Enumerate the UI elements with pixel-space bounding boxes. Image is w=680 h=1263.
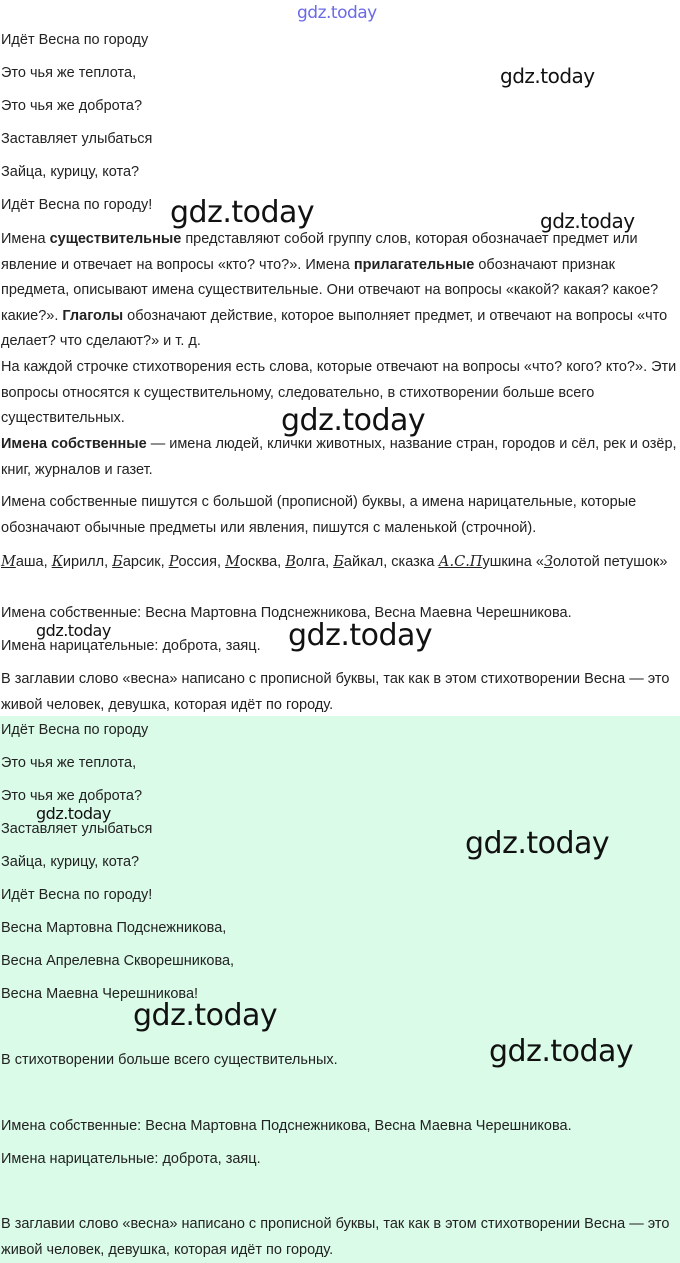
common-nouns-line: Имена нарицательные: доброта, заяц. [1, 638, 261, 654]
capital-letter: З [543, 554, 554, 570]
watermark: gdz.today [288, 618, 433, 653]
text: ушкина « [482, 554, 544, 570]
capital-letter: М [1, 554, 16, 570]
poem-line: Зайца, курицу, кота? [1, 164, 140, 180]
answer-conclusion: В стихотворении больше всего существительных. [1, 1052, 338, 1068]
watermark: gdz.today [281, 403, 426, 438]
poem-line: Идёт Весна по городу! [1, 197, 153, 213]
text: — имена людей, клички животных, название стран, городов и сёл, рек и озёр, книг, журналов и газет. [1, 436, 677, 478]
text: Имена [1, 231, 50, 247]
answer-poem-line: Идёт Весна по городу [1, 722, 149, 738]
text: осква, [239, 554, 286, 570]
answer-title-note: В заглавии слово «весна» написано с прописной буквы, так как в этом стихотворении Весна — это живой человек, девушка, которая идёт по городу. [1, 1216, 670, 1258]
capital-letter: Б [112, 554, 123, 570]
watermark: gdz.today [133, 998, 278, 1033]
answer-poem-line: Весна Апрелевна Скворешникова, [1, 953, 235, 969]
capital-letter: Б [333, 554, 344, 570]
watermark: gdz.today [465, 826, 610, 861]
text: айкал, сказка [343, 554, 439, 570]
answer-poem-line: Весна Мартовна Подснежникова, [1, 920, 227, 936]
header-watermark: gdz.today [297, 3, 377, 23]
proper-noun-examples [1, 550, 680, 576]
answer-poem-line: Это чья же доброта? [1, 788, 143, 804]
text: обозначают признак предмета, описывают имена существительные. Они отвечают на вопросы «какой? какая? какое? какие?». [1, 256, 659, 324]
watermark: gdz.today [36, 621, 111, 640]
bold-term: прилагательные [353, 256, 475, 273]
poem-line: Идёт Весна по городу [1, 32, 149, 48]
answer-poem-line: Зайца, курицу, кота? [1, 854, 140, 870]
answer-poem-line: Заставляет улыбаться [1, 821, 153, 837]
answer-poem-line: Весна Маевна Черешникова! [1, 986, 199, 1002]
text: ирилл, [62, 554, 113, 570]
answer-proper-nouns: Имена собственные: Весна Мартовна Подснежникова, Весна Маевна Черешникова. [1, 1118, 572, 1134]
capital-letter: Р [168, 554, 179, 570]
watermark: gdz.today [540, 209, 635, 233]
text: аша, [15, 554, 52, 570]
bold-term: существительные [49, 231, 182, 247]
text: представляют собой группу слов, которая обозначает предмет или явление и отвечает на вопросы «кто? что?». Имена [1, 231, 638, 273]
capital-letter: А.С.П [438, 554, 483, 570]
theory-capitalization: Имена собственные пишутся с большой (прописной) буквы, а имена нарицательные, которые обозначают обычные предметы или явления, пишутся с маленькой (строчной). [1, 494, 637, 536]
answer-poem-line: Это чья же теплота, [1, 755, 137, 771]
capital-letter: М [225, 554, 240, 570]
poem-line: Заставляет улыбаться [1, 131, 153, 147]
watermark: gdz.today [170, 195, 315, 230]
title-capitalization-note: В заглавии слово «весна» написано с прописной буквы, так как в этом стихотворении Весна — это живой человек, девушка, которая идёт по городу. [1, 671, 670, 713]
bold-term: Глаголы [62, 307, 124, 324]
proper-nouns-line: Имена собственные: Весна Мартовна Подснежникова, Весна Маевна Черешникова. [1, 605, 572, 621]
theory-parts-of-speech [1, 227, 680, 355]
watermark: gdz.today [489, 1034, 634, 1069]
poem-line: Это чья же доброта? [1, 98, 143, 114]
bold-term: Имена собственные [1, 436, 147, 452]
text: олотой петушок» [553, 554, 668, 570]
answer-poem-line: Идёт Весна по городу! [1, 887, 153, 903]
text: обозначают действие, которое выполняет предмет, и отвечают на вопросы «что делает? что сделают?» и т. д. [1, 307, 668, 349]
poem-line: Это чья же теплота, [1, 65, 137, 81]
watermark: gdz.today [500, 64, 595, 88]
theory-proper-nouns [1, 432, 680, 483]
answer-common-nouns: Имена нарицательные: доброта, заяц. [1, 1151, 261, 1167]
text: арсик, [122, 554, 169, 570]
text: оссия, [178, 554, 226, 570]
capital-letter: К [51, 554, 63, 570]
watermark: gdz.today [36, 804, 111, 823]
text: олга, [295, 554, 334, 570]
capital-letter: В [285, 554, 296, 570]
theory-nouns-conclusion: На каждой строчке стихотворения есть слова, которые отвечают на вопросы «что? кого? кто?». Эти вопросы относятся к существительному, следовательно, в стихотворении больше всего существительных. [1, 359, 677, 426]
